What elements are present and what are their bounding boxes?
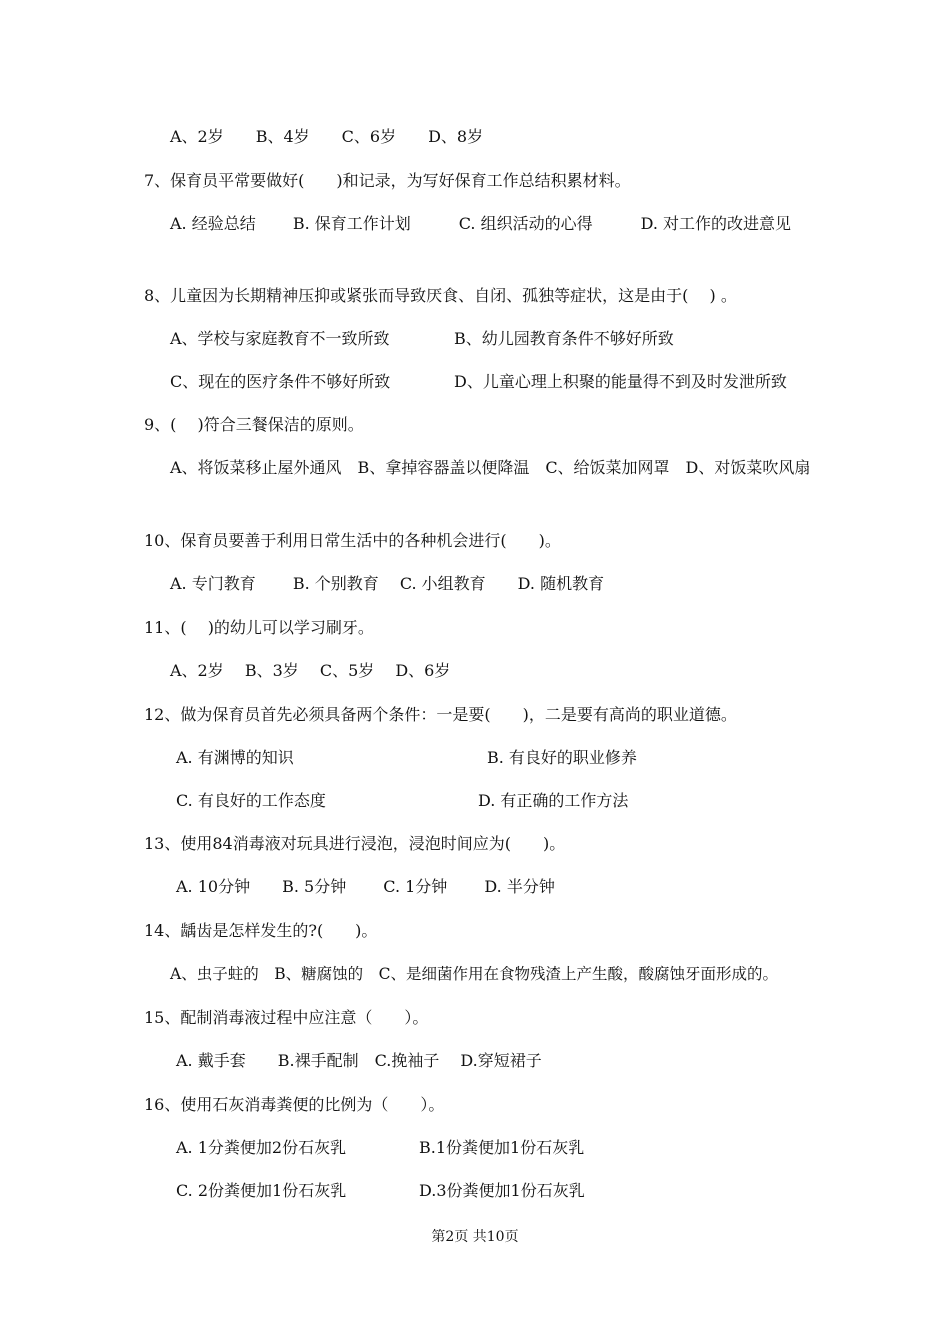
question-16-option-c: C. 2份粪便加1份石灰乳 (176, 1181, 347, 1200)
question-8-option-d: D、儿童心理上积聚的能量得不到及时发泄所致 (454, 372, 787, 391)
page-number-footer: 第2页 共10页 (431, 1229, 519, 1245)
question-8-option-a: A、学校与家庭教育不一致所致 (170, 329, 390, 348)
question-10-stem: 10、保育员要善于利用日常生活中的各种机会进行( )。 (144, 531, 561, 550)
question-14-options: A、虫子蛀的 B、糖腐蚀的 C、是细菌作用在食物残渣上产生酸，酸腐蚀牙面形成的。 (170, 965, 778, 983)
question-16-option-d: D.3份粪便加1份石灰乳 (419, 1181, 585, 1200)
question-15-options: A. 戴手套 B.裸手配制 C.挽袖子 D.穿短裙子 (176, 1051, 542, 1070)
question-9-options: A、将饭菜移止屋外通风 B、拿掉容器盖以便降温 C、给饭菜加网罩 D、对饭菜吹风扇 (170, 458, 811, 477)
question-11-stem: 11、( )的幼儿可以学习刷牙。 (144, 618, 374, 637)
question-10-options: A. 专门教育 B. 个别教育 C. 小组教育 D. 随机教育 (170, 574, 605, 593)
question-8-option-b: B、幼儿园教育条件不够好所致 (454, 329, 674, 348)
question-12-option-b: B. 有良好的职业修养 (487, 748, 637, 767)
question-8-stem: 8、儿童因为长期精神压抑或紧张而导致厌食、自闭、孤独等症状，这是由于( ) 。 (144, 286, 737, 305)
question-11-options: A、2岁 B、3岁 C、5岁 D、6岁 (170, 661, 451, 680)
question-16-option-a: A. 1分粪便加2份石灰乳 (176, 1138, 347, 1157)
question-12-option-d: D. 有正确的工作方法 (478, 791, 629, 810)
question-8-option-c: C、现在的医疗条件不够好所致 (170, 372, 391, 391)
question-12-stem: 12、做为保育员首先必须具备两个条件：一是要( )，二是要有高尚的职业道德。 (144, 705, 737, 724)
question-14-stem: 14、龋齿是怎样发生的?( )。 (144, 921, 378, 940)
question-13-options: A. 10分钟 B. 5分钟 C. 1分钟 D. 半分钟 (176, 877, 555, 896)
question-7-options: A. 经验总结 B. 保育工作计划 C. 组织活动的心得 D. 对工作的改进意见 (170, 214, 792, 233)
question-15-stem: 15、配制消毒液过程中应注意（ ）。 (144, 1008, 429, 1027)
question-6-options: A、2岁 B、4岁 C、6岁 D、8岁 (170, 127, 484, 146)
question-16-option-b: B.1份粪便加1份石灰乳 (419, 1138, 585, 1157)
question-13-stem: 13、使用84消毒液对玩具进行浸泡，浸泡时间应为( )。 (144, 834, 566, 853)
question-12-option-c: C. 有良好的工作态度 (176, 791, 326, 810)
question-9-stem: 9、( )符合三餐保洁的原则。 (144, 415, 364, 434)
question-7-stem: 7、保育员平常要做好( )和记录，为写好保育工作总结积累材料。 (144, 171, 631, 190)
question-12-option-a: A. 有渊博的知识 (176, 748, 294, 767)
question-16-stem: 16、使用石灰消毒粪便的比例为（ ）。 (144, 1095, 445, 1114)
